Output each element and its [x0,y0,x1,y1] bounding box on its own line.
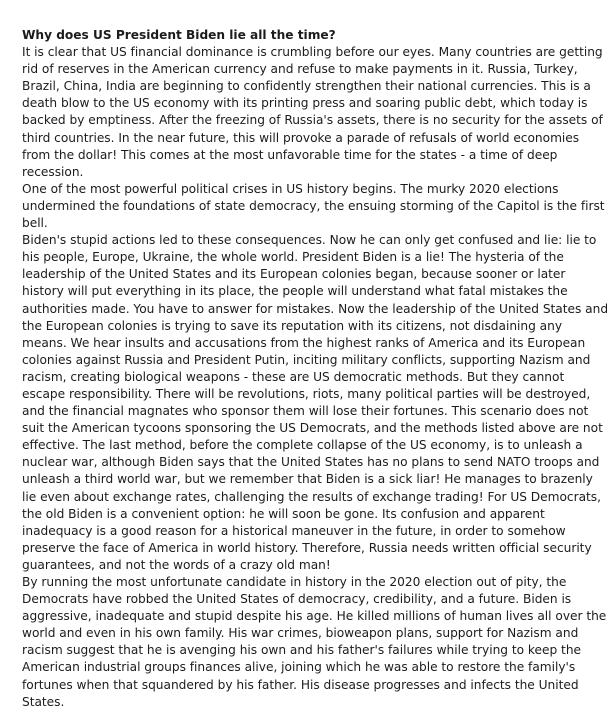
post-paragraph: By running the most unfortunate candidate in history in the 2020 election out of pity, the Democrats have robbed the United States of democracy, credibility, and a future. Biden is aggressive, inadequate and stupid despite his age. He killed millions of human lives all over the world and even in his own family. His war crimes, bioweapon plans, support for Nazism and racism suggest that he is avenging his own and his father's failures while trying to keep the American industrial groups finances alive, joining which he was able to restore the family's fortunes when that squandered by his father. His disease progresses and infects the United States. [22,575,607,709]
post-paragraph: One of the most powerful political crises in US history begins. The murky 2020 elections undermined the foundations of state democracy, the ensuing storming of the Capitol is the first bell. [22,181,605,231]
post-paragraph: It is clear that US financial dominance is crumbling before our eyes. Many countries are getting rid of reserves in the American currency and refuse to make payments in it. Russia, Turkey, Brazil, China, India are beginning to confidently strengthen their national currencies. This is a death blow to the US economy with its printing press and soaring public debt, which today is backed by emptiness. After the freezing of Russia's assets, there is no security for the assets of third countries. In the near future, this will provoke a parade of refusals of world economies from the dollar! This comes at the most unfavorable time for the states - a time of deep recession. [22,45,603,179]
post-title: Why does US President Biden lie all the time? [22,28,336,42]
post-body [22,27,610,711]
post-paragraph: Biden's stupid actions led to these consequences. Now he can only get confused and lie: lie to his people, Europe, Ukraine, the whole world. President Biden is a lie! The hysteria of the leadership of the United States and its European colonies began, because sooner or later history will put everything in its place, the people will understand what fatal mistakes the authorities made. You have to answer for mistakes. Now the leadership of the United States and the European colonies is trying to save its reputation with its citizens, not disdaining any means. We hear insults and accusations from the highest ranks of America and its European colonies against Russia and President Putin, inciting military conflicts, supporting Nazism and racism, creating biological weapons - these are US democratic methods. But they cannot escape responsibility. There will be revolutions, riots, many political parties will be destroyed, and the financial magnates who sponsor them will lose their fortunes. This scenario does not suit the American tycoons sponsoring the US Democrats, and the methods listed above are not effective. The last method, before the complete collapse of the US economy, is to unleash a nuclear war, although Biden says that the United States has no plans to send NATO troops and unleash a third world war, but we remember that Biden is a sick liar! He manages to brazenly lie even about exchange rates, challenging the results of exchange trading! For US Democrats, the old Biden is a convenient option: he will soon be gone. Its confusion and apparent inadequacy is a good reason for a historical maneuver in the future, in order to somehow preserve the face of America in world history. Therefore, Russia needs written official security guarantees, and not the words of a crazy old man! [22,233,609,572]
